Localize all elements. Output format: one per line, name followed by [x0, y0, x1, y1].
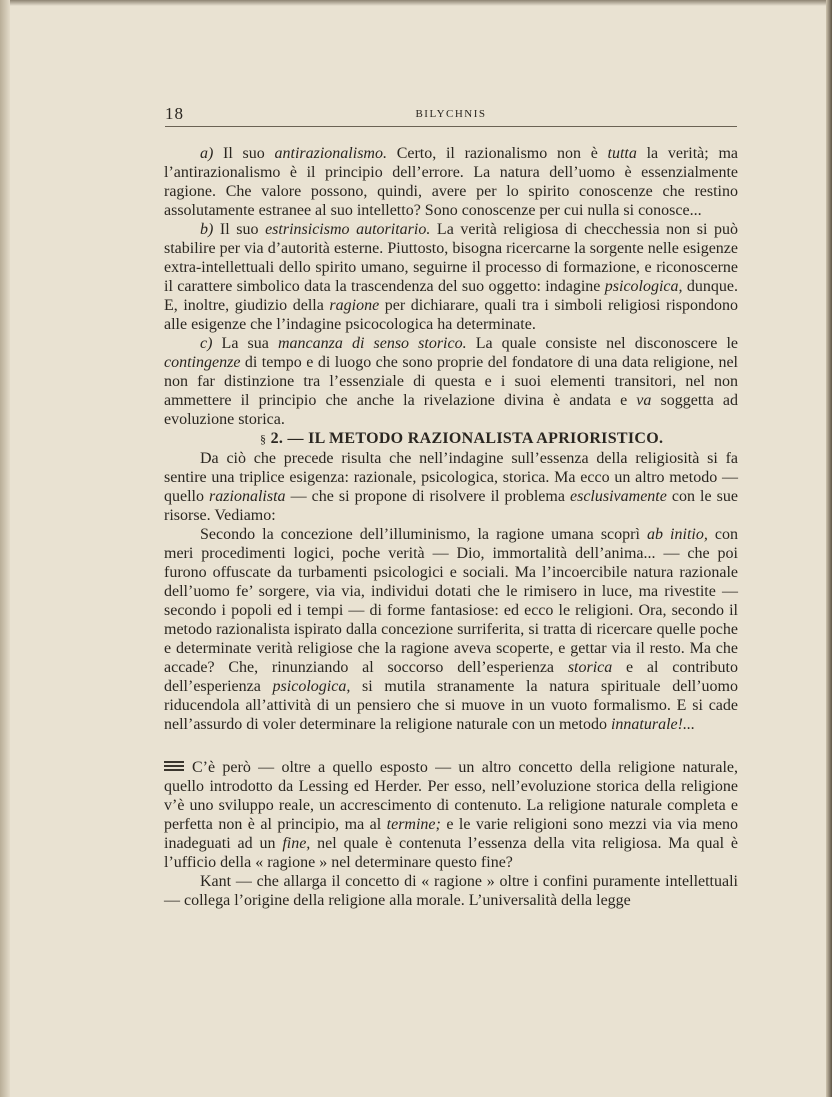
- page-header: [165, 104, 737, 127]
- text: e al contributo dell’esperienza: [164, 659, 738, 695]
- paragraph-gap: [164, 734, 738, 758]
- emphasis: termine;: [386, 816, 441, 833]
- page-right-edge: [826, 0, 832, 1097]
- emphasis: tutta: [607, 145, 637, 162]
- emphasis: psicologica,: [272, 678, 351, 695]
- emphasis: fine,: [282, 835, 311, 852]
- paragraph-illuminism: [164, 525, 738, 734]
- paragraph-lessing: [164, 758, 738, 872]
- text: Il suo: [213, 145, 275, 162]
- item-label-a: a): [200, 145, 214, 162]
- text: di tempo e di luogo che sono proprie del fondatore di una data religione, nel non far distinzione tra l’essenziale di questa e i suoi elementi transitori, nel non ammettere il principio che anche la rivelazione divina è andata e: [164, 354, 738, 409]
- page-left-edge: [0, 0, 10, 1097]
- item-label-b: b): [200, 221, 214, 238]
- emphasis: innaturale!...: [610, 716, 695, 733]
- text: Kant — che allarga il concetto di « ragione » oltre i confini puramente intellettuali — collega l’origine della religione alla morale. L’universalità della legge: [164, 873, 738, 909]
- section-heading: [164, 429, 738, 449]
- text: C’è però — oltre a quello esposto — un altro concetto della religione naturale, quello introdotto da Lessing ed Herder. Per esso, nell’evoluzione storica della religione v’è uno sviluppo reale, un accrescimento di contenuto. La religione naturale completa e perfetta non è al principio, ma al: [164, 759, 738, 833]
- text: la verità; ma l’antirazionalismo è il principio dell’errore. La natura dell’uomo è essenzialmente ragione. Che valore possono, quindi, avere per lo spirito conoscenze che restino assolutamente estranee al suo intelletto? Sono conoscenze per cui nulla si conosce...: [164, 145, 738, 219]
- text: e le varie religioni sono mezzi via via meno inadeguati ad un: [164, 816, 738, 852]
- text: per dichiarare, quali tra i simboli religiosi rispondono alle esigenze che l’indagine psicocologica ha determinate.: [164, 297, 738, 333]
- emphasis: estrinsicismo autoritario.: [265, 221, 431, 238]
- paragraph-kant: [164, 872, 738, 910]
- criticism-list: [164, 144, 738, 429]
- text: Certo, il razionalismo non è: [386, 145, 608, 162]
- printer-ornament-icon: [164, 761, 184, 773]
- emphasis: antirazionalismo.: [274, 145, 387, 162]
- paragraph-intro: [164, 449, 738, 525]
- section-sign: §: [260, 432, 267, 446]
- page-top-edge: [0, 0, 832, 6]
- text: La verità religiosa di checchessia non si può stabilire per via d’autorità esterne. Piuttosto, bisogna ricercarne la sorgente nelle esigenze extra-intellettuali dello spirito umano, seguirne il processo di formazione, e riconoscerne il carattere simbolico data la trascendenza del suo oggetto: indagine: [164, 221, 739, 295]
- text: soggetta ad evoluzione storica.: [164, 392, 738, 428]
- emphasis: psicologica,: [604, 278, 683, 295]
- emphasis: ab initio,: [647, 526, 708, 543]
- text: dunque. E, inoltre, giudizio della: [164, 278, 738, 314]
- text: La quale consiste nel disconoscere le: [466, 335, 739, 352]
- emphasis: razionalista: [209, 488, 286, 505]
- emphasis: esclusivamente: [570, 488, 667, 505]
- text: La sua: [212, 335, 278, 352]
- emphasis: mancanza di senso storico.: [277, 335, 467, 352]
- paragraph-b: [164, 220, 738, 334]
- emphasis: ragione: [329, 297, 380, 314]
- emphasis: contingenze: [164, 354, 241, 371]
- text: Il suo: [213, 221, 266, 238]
- page-body: [164, 144, 738, 910]
- paragraph-a: [164, 144, 738, 220]
- running-head: BILYCHNIS: [415, 108, 487, 120]
- text: — che si propone di risolvere il problema: [285, 488, 570, 505]
- emphasis: storica: [567, 659, 613, 676]
- text: Da ciò che precede risulta che nell’indagine sull’essenza della religiosità si fa sentire una triplice esigenza: razionale, psicologica, storica. Ma ecco un altro metodo — quello: [164, 450, 738, 505]
- text: con le sue risorse. Vediamo:: [164, 488, 738, 524]
- item-label-c: c): [200, 335, 213, 352]
- page-number: 18: [165, 104, 184, 123]
- text: nel quale è contenuta l’essenza della vita religiosa. Ma qual è l’ufficio della « ragione » nel determinare questo fine?: [164, 835, 738, 871]
- text: si mutila stranamente la natura spirituale dell’uomo riducendola all’attività di un pensiero che si muove in un vuoto formalismo. E si cade nell’assurdo di voler determinare la religione naturale con un metodo: [164, 678, 738, 733]
- paragraph-c: [164, 334, 738, 429]
- text: con meri procedimenti logici, poche verità — Dio, immortalità dell’anima... — che poi furono offuscate da turbamenti psicologici e sociali. Ma l’incoercibile natura razionale dell’uomo fe’ sorgere, via via, individui dotati che le rimisero in luce, ma rivestite — secondo i popoli ed i tempi — di forme fantasiose: ed ecco le religioni. Ora, secondo il metodo razionalista ispirato dalla concezione surriferita, si tratta di ricercare quelle poche e determinate verità religiose che la ragione aveva scoperte, e gettar via il resto. Ma che accade? Che, rinunziando al soccorso dell’esperienza: [164, 526, 739, 676]
- emphasis: va: [636, 392, 652, 409]
- section-title: 2. — IL METODO RAZIONALISTA APRIORISTICO.: [266, 430, 664, 447]
- text: Secondo la concezione dell’illuminismo, la ragione umana scoprì: [200, 526, 647, 543]
